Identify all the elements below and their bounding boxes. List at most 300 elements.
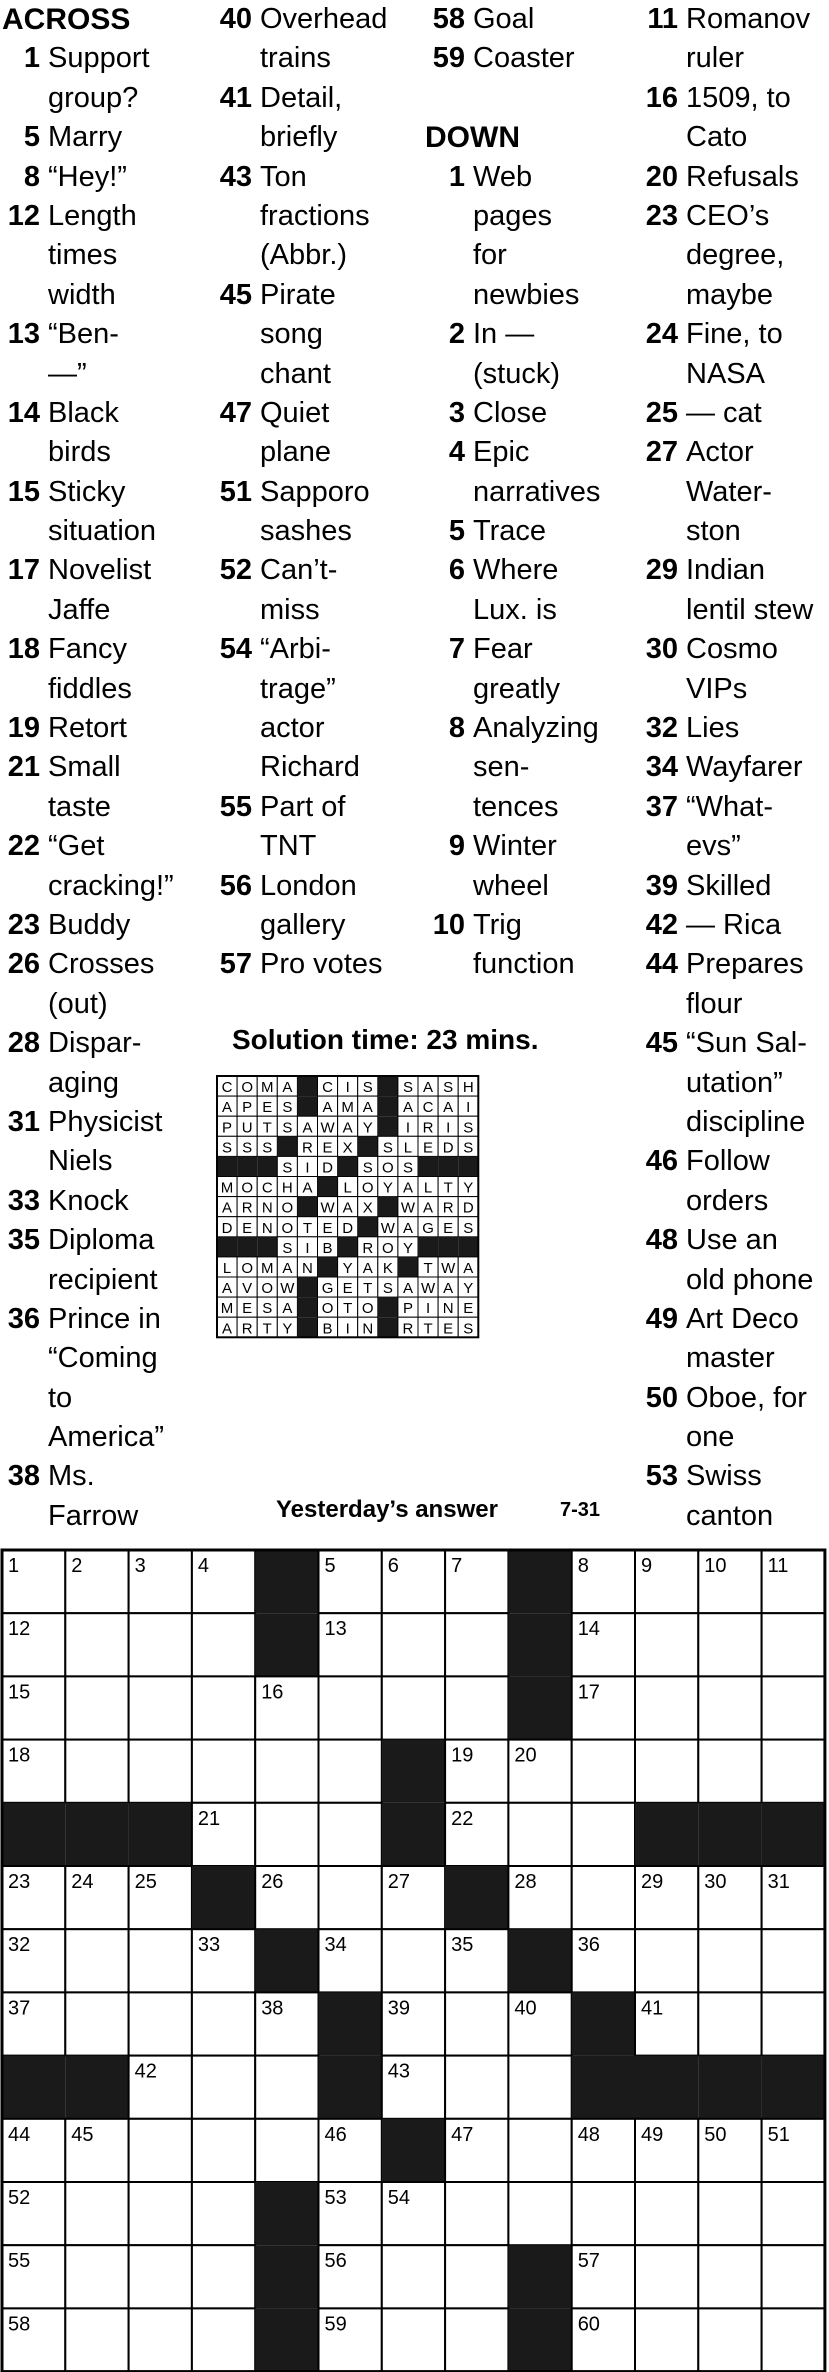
clue-start xyxy=(2,748,207,787)
grid-cell[interactable] xyxy=(129,2119,192,2182)
grid-cell[interactable] xyxy=(129,1929,192,1992)
grid-cell[interactable] xyxy=(762,2182,825,2245)
clue-continuation xyxy=(2,355,207,394)
clue-number: 52 xyxy=(219,554,252,587)
mini-black-cell xyxy=(458,1237,478,1257)
grid-cell[interactable] xyxy=(192,1676,255,1739)
mini-letter: A xyxy=(362,1099,373,1117)
clue-number: 19 xyxy=(7,712,40,745)
clue-number: 23 xyxy=(7,908,40,941)
clue-continuation xyxy=(2,788,207,827)
cell-number: 9 xyxy=(641,1555,653,1577)
cell-number: 1 xyxy=(8,1555,20,1577)
grid-cell[interactable] xyxy=(192,1740,255,1803)
grid-cell[interactable] xyxy=(635,2245,698,2308)
clue-start xyxy=(2,394,207,433)
clue-text: Fine, to xyxy=(686,318,783,351)
clue-text: situation xyxy=(48,515,157,548)
mini-letter: T xyxy=(262,1119,272,1137)
grid-cell[interactable] xyxy=(572,2182,635,2245)
clue-text: Farrow xyxy=(48,1499,139,1532)
mini-letter: R xyxy=(442,1199,454,1217)
mini-letter: X xyxy=(342,1139,353,1157)
clue-continuation xyxy=(638,1182,829,1221)
crossword-grid[interactable] xyxy=(0,1548,829,2372)
clue-number: 50 xyxy=(645,1381,678,1414)
grid-cell[interactable] xyxy=(445,1613,508,1676)
section-header: DOWN xyxy=(425,121,520,155)
mini-letter: N xyxy=(261,1199,273,1217)
black-square xyxy=(65,1803,128,1866)
clue-start xyxy=(638,867,829,906)
cell-number: 49 xyxy=(641,2123,664,2146)
clue-text: taste xyxy=(48,790,111,823)
black-square xyxy=(65,2056,128,2119)
mini-letter: S xyxy=(362,1079,373,1097)
clue-text: Part of xyxy=(260,790,346,823)
cell-number: 36 xyxy=(577,1934,600,1957)
clue-text: Analyzing xyxy=(473,712,599,745)
clue-text: NASA xyxy=(686,357,765,390)
black-square xyxy=(508,1550,571,1613)
cell-number: 16 xyxy=(261,1681,284,1704)
clue-text: Small xyxy=(48,751,121,784)
cell-number: 30 xyxy=(704,1871,727,1893)
clue-continuation xyxy=(2,591,207,630)
grid-cell[interactable] xyxy=(635,1929,698,1992)
grid-cell[interactable] xyxy=(65,2308,128,2371)
clue-text: Actor xyxy=(686,436,754,469)
clue-text: 1509, to xyxy=(686,81,791,114)
grid-cell[interactable] xyxy=(698,1740,761,1803)
cell-number: 42 xyxy=(134,2060,157,2083)
clue-text: fractions xyxy=(260,199,370,232)
mini-black-cell xyxy=(297,1277,317,1297)
grid-cell[interactable] xyxy=(255,1740,318,1803)
grid-cell[interactable] xyxy=(129,1992,192,2055)
clue-column-3 xyxy=(425,0,640,985)
cell-number: 56 xyxy=(324,2250,347,2273)
grid-cell[interactable] xyxy=(698,1929,761,1992)
clue-continuation xyxy=(638,827,829,866)
grid-cell[interactable] xyxy=(319,1866,382,1929)
clue-number: 30 xyxy=(645,633,678,666)
cell-number: 7 xyxy=(451,1555,463,1577)
mini-letter: T xyxy=(423,1320,433,1338)
clue-continuation xyxy=(2,1379,207,1418)
clue-continuation xyxy=(212,39,422,78)
cell-number: 14 xyxy=(577,1618,600,1641)
grid-cell[interactable] xyxy=(445,1676,508,1739)
mini-black-cell xyxy=(378,1317,398,1337)
mini-letter: O xyxy=(241,1079,253,1097)
grid-cell[interactable] xyxy=(762,1740,825,1803)
clue-number: 15 xyxy=(7,475,40,508)
clue-start xyxy=(425,39,640,78)
clue-number: 57 xyxy=(219,948,252,981)
clue-text: for xyxy=(473,239,507,272)
clue-text: Buddy xyxy=(48,908,131,941)
mini-letter: C xyxy=(261,1179,273,1197)
mini-letter: T xyxy=(443,1179,453,1197)
grid-cell[interactable] xyxy=(698,2308,761,2371)
grid-cell[interactable] xyxy=(319,1676,382,1739)
clue-text: Can’t- xyxy=(260,554,338,587)
clue-continuation xyxy=(638,591,829,630)
mini-letter: I xyxy=(345,1079,350,1097)
mini-letter: H xyxy=(462,1079,474,1097)
grid-cell[interactable] xyxy=(445,2056,508,2119)
grid-cell[interactable] xyxy=(192,2182,255,2245)
grid-cell[interactable] xyxy=(129,2182,192,2245)
grid-cell[interactable] xyxy=(508,2056,571,2119)
mini-letter: N xyxy=(442,1300,454,1318)
mini-letter: A xyxy=(423,1199,434,1217)
cell-number: 15 xyxy=(8,1681,31,1704)
clue-number: 29 xyxy=(645,554,678,587)
grid-cell[interactable] xyxy=(129,1676,192,1739)
clue-text: TNT xyxy=(260,830,317,863)
black-square xyxy=(255,2245,318,2308)
grid-cell[interactable] xyxy=(635,1613,698,1676)
grid-cell[interactable] xyxy=(129,1740,192,1803)
clue-start xyxy=(2,630,207,669)
mini-black-cell xyxy=(438,1237,458,1257)
clue-number: 8 xyxy=(448,712,465,745)
black-square xyxy=(255,2308,318,2371)
mini-letter: S xyxy=(282,1099,293,1117)
grid-cell[interactable] xyxy=(508,1803,571,1866)
grid-cell[interactable] xyxy=(319,1803,382,1866)
cell-number: 31 xyxy=(767,1871,790,1893)
clue-continuation xyxy=(2,1261,207,1300)
clue-text: Diploma xyxy=(48,1224,155,1257)
clue-text: America” xyxy=(48,1421,165,1454)
mini-black-cell xyxy=(378,1076,398,1096)
mini-letter: O xyxy=(281,1219,294,1237)
mini-black-cell xyxy=(217,1237,237,1257)
mini-black-cell xyxy=(418,1156,438,1176)
mini-letter: O xyxy=(281,1199,294,1217)
clue-text: discipline xyxy=(686,1105,806,1138)
clue-text: Coaster xyxy=(473,42,575,75)
clue-text: — cat xyxy=(686,396,762,429)
clue-text: Lies xyxy=(686,712,740,745)
clue-start xyxy=(2,39,207,78)
grid-cell[interactable] xyxy=(698,1613,761,1676)
clue-number: 59 xyxy=(432,42,465,75)
grid-cell[interactable] xyxy=(192,2056,255,2119)
grid-cell[interactable] xyxy=(508,2119,571,2182)
mini-letter: M xyxy=(220,1179,234,1197)
cell-number: 39 xyxy=(387,1997,411,2020)
grid-cell[interactable] xyxy=(445,2245,508,2308)
mini-black-cell xyxy=(338,1237,358,1257)
grid-cell[interactable] xyxy=(65,1992,128,2055)
black-square xyxy=(192,1866,255,1929)
mini-letter: S xyxy=(463,1320,474,1338)
grid-cell[interactable] xyxy=(129,2308,192,2371)
mini-black-cell xyxy=(257,1237,277,1257)
clue-text: Skilled xyxy=(686,869,772,902)
clue-start xyxy=(638,315,829,354)
mini-letter: N xyxy=(302,1259,313,1277)
cell-number: 41 xyxy=(641,1997,664,2020)
grid-cell[interactable] xyxy=(572,1803,635,1866)
grid-cell[interactable] xyxy=(762,2245,825,2308)
clue-text: Detail, xyxy=(260,81,343,114)
grid-cell[interactable] xyxy=(382,1676,445,1739)
clue-number: 36 xyxy=(7,1302,40,1335)
clue-text: cracking!” xyxy=(48,869,174,902)
cell-number: 38 xyxy=(261,1997,284,2020)
clue-number: 7 xyxy=(448,633,465,666)
mini-letter: K xyxy=(382,1259,393,1277)
clue-number: 49 xyxy=(645,1302,678,1335)
black-square xyxy=(635,2056,698,2119)
mini-letter: W xyxy=(320,1119,335,1137)
clue-start xyxy=(212,0,422,39)
grid-cell[interactable] xyxy=(65,2182,128,2245)
clue-start xyxy=(2,1024,207,1063)
clue-start xyxy=(638,1142,829,1181)
cell-number: 35 xyxy=(451,1934,474,1957)
mini-letter: I xyxy=(405,1119,411,1137)
grid-cell[interactable] xyxy=(445,2308,508,2371)
mini-letter: S xyxy=(382,1139,393,1157)
clue-text: greatly xyxy=(473,672,561,705)
clue-text: to xyxy=(48,1381,73,1414)
clue-text: degree, xyxy=(686,239,785,272)
mini-letter: S xyxy=(282,1159,293,1177)
grid-cell[interactable] xyxy=(255,2056,318,2119)
mini-letter: A xyxy=(302,1179,313,1197)
mini-letter: S xyxy=(443,1079,454,1097)
grid-cell[interactable] xyxy=(698,2245,761,2308)
clue-continuation xyxy=(2,79,207,118)
mini-letter: W xyxy=(400,1199,416,1217)
grid-cell[interactable] xyxy=(635,2308,698,2371)
cell-number: 6 xyxy=(387,1555,399,1577)
mini-black-cell xyxy=(318,1177,338,1197)
clue-number: 48 xyxy=(645,1224,678,1257)
clue-number: 44 xyxy=(645,948,678,981)
mini-black-cell xyxy=(358,1217,378,1237)
cell-number: 11 xyxy=(767,1555,789,1577)
grid-cell[interactable] xyxy=(382,1929,445,1992)
grid-cell[interactable] xyxy=(698,2182,761,2245)
grid-cell[interactable] xyxy=(445,2182,508,2245)
clue-text: master xyxy=(686,1342,775,1375)
clue-text: Physicist xyxy=(48,1105,163,1138)
mini-letter: H xyxy=(281,1179,293,1197)
clue-text: Quiet xyxy=(260,396,330,429)
mini-letter: Y xyxy=(463,1280,474,1298)
mini-letter: R xyxy=(241,1320,253,1338)
cell-number: 13 xyxy=(324,1618,347,1641)
clue-number: 55 xyxy=(219,790,252,823)
clue-text: Overhead xyxy=(260,3,388,35)
clue-continuation xyxy=(638,985,829,1024)
black-square xyxy=(508,1929,571,1992)
clue-text: Niels xyxy=(48,1145,113,1178)
cell-number: 52 xyxy=(8,2187,31,2209)
clue-text: old phone xyxy=(686,1263,814,1296)
mini-letter: E xyxy=(463,1300,474,1318)
black-square xyxy=(572,2056,635,2119)
clue-text: lentil stew xyxy=(686,593,814,626)
cell-number: 24 xyxy=(71,1871,94,1893)
mini-letter: T xyxy=(343,1300,353,1318)
grid-cell[interactable] xyxy=(129,2245,192,2308)
clue-column-2 xyxy=(212,0,422,985)
cell-number: 58 xyxy=(8,2313,31,2336)
clue-text: Ms. xyxy=(48,1460,95,1493)
cell-number: 46 xyxy=(324,2123,347,2146)
mini-letter: M xyxy=(261,1259,274,1277)
clue-number: 17 xyxy=(7,554,40,587)
cell-number: 5 xyxy=(324,1555,336,1577)
grid-cell[interactable] xyxy=(255,2119,318,2182)
cell-number: 17 xyxy=(577,1681,600,1704)
grid-cell[interactable] xyxy=(762,1676,825,1739)
grid-cell[interactable] xyxy=(635,1740,698,1803)
mini-letter: U xyxy=(241,1119,253,1137)
grid-cell[interactable] xyxy=(382,2308,445,2371)
grid-cell[interactable] xyxy=(382,2245,445,2308)
clue-text: (out) xyxy=(48,987,108,1020)
clue-text: Black xyxy=(48,396,119,429)
grid-cell[interactable] xyxy=(508,2182,571,2245)
clue-start xyxy=(425,158,640,197)
grid-cell[interactable] xyxy=(698,1676,761,1739)
grid-cell[interactable] xyxy=(65,1613,128,1676)
mini-letter: B xyxy=(322,1320,333,1338)
clue-text: sen- xyxy=(473,751,530,784)
grid-cell[interactable] xyxy=(445,1992,508,2055)
mini-black-cell xyxy=(378,1096,398,1116)
clue-continuation xyxy=(425,867,640,906)
clue-continuation xyxy=(2,1064,207,1103)
grid-cell[interactable] xyxy=(192,1992,255,2055)
clue-number: 51 xyxy=(219,475,252,508)
mini-letter: A xyxy=(222,1280,233,1298)
clue-text: function xyxy=(473,948,575,981)
clue-number: 33 xyxy=(7,1184,40,1217)
clue-text: Where xyxy=(473,554,559,587)
grid-cell[interactable] xyxy=(762,1992,825,2055)
clue-continuation xyxy=(638,276,829,315)
black-square xyxy=(382,2119,445,2182)
grid-cell[interactable] xyxy=(192,2119,255,2182)
cell-number: 51 xyxy=(767,2123,790,2146)
clue-start xyxy=(425,906,640,945)
grid-cell[interactable] xyxy=(382,1613,445,1676)
clue-start xyxy=(638,1024,829,1063)
cell-number: 4 xyxy=(197,1555,210,1577)
grid-cell[interactable] xyxy=(192,1613,255,1676)
black-square xyxy=(508,2308,571,2371)
grid-cell[interactable] xyxy=(762,1929,825,1992)
clue-number: 5 xyxy=(23,121,40,154)
mini-letter: Y xyxy=(463,1179,474,1197)
clue-number: 46 xyxy=(645,1145,678,1178)
clue-text: VIPs xyxy=(686,672,748,705)
mini-letter: E xyxy=(342,1280,353,1298)
grid-cell[interactable] xyxy=(65,2245,128,2308)
mini-letter: A xyxy=(362,1259,373,1277)
grid-cell[interactable] xyxy=(635,1676,698,1739)
clue-start xyxy=(638,748,829,787)
clue-start xyxy=(425,709,640,748)
clue-continuation xyxy=(2,1418,207,1457)
clue-continuation xyxy=(2,512,207,551)
cell-number: 22 xyxy=(451,1807,474,1830)
grid-cell[interactable] xyxy=(65,1676,128,1739)
clue-continuation xyxy=(2,670,207,709)
clue-continuation xyxy=(212,197,422,236)
cell-number: 45 xyxy=(71,2123,94,2146)
grid-cell[interactable] xyxy=(192,2308,255,2371)
clue-continuation xyxy=(2,433,207,472)
mini-letter: W xyxy=(441,1259,456,1277)
clue-text: “Sun Sal- xyxy=(686,1027,807,1060)
clue-start xyxy=(2,1221,207,1260)
cell-number: 40 xyxy=(514,1997,537,2020)
cell-number: 26 xyxy=(261,1871,284,1893)
clue-text: Ton xyxy=(260,160,307,193)
clue-text: Indian xyxy=(686,554,766,587)
grid-cell[interactable] xyxy=(762,2308,825,2371)
clue-column-4 xyxy=(638,0,829,1536)
grid-cell[interactable] xyxy=(762,1613,825,1676)
clue-text: “What- xyxy=(686,790,773,823)
cell-number: 43 xyxy=(387,2060,411,2083)
clue-text: “Hey!” xyxy=(48,160,127,193)
mini-black-cell xyxy=(378,1116,398,1136)
grid-cell[interactable] xyxy=(255,1803,318,1866)
clue-text: newbies xyxy=(473,278,580,311)
mini-letter: R xyxy=(422,1119,434,1137)
clue-text: flour xyxy=(686,987,743,1020)
mini-letter: S xyxy=(463,1139,474,1157)
grid-cell[interactable] xyxy=(129,1613,192,1676)
grid-cell[interactable] xyxy=(192,2245,255,2308)
grid-cell[interactable] xyxy=(635,2182,698,2245)
clue-start xyxy=(425,433,640,472)
mini-letter: A xyxy=(222,1320,233,1338)
grid-cell[interactable] xyxy=(698,1992,761,2055)
cell-number: 54 xyxy=(387,2187,411,2209)
mini-letter: A xyxy=(402,1099,413,1117)
mini-letter: C xyxy=(422,1099,434,1117)
grid-cell[interactable] xyxy=(572,1866,635,1929)
clue-text: Follow xyxy=(686,1145,770,1178)
grid-cell[interactable] xyxy=(572,1740,635,1803)
mini-letter: L xyxy=(423,1179,433,1197)
grid-cell[interactable] xyxy=(319,1740,382,1803)
clue-number: 45 xyxy=(645,1027,678,1060)
clue-text: briefly xyxy=(260,121,338,154)
grid-cell[interactable] xyxy=(65,1740,128,1803)
clue-number: 1 xyxy=(23,42,40,75)
black-square xyxy=(382,1803,445,1866)
mini-black-cell xyxy=(297,1096,317,1116)
clue-continuation xyxy=(638,473,829,512)
mini-letter: S xyxy=(262,1300,273,1318)
grid-cell[interactable] xyxy=(65,1929,128,1992)
cell-number: 57 xyxy=(577,2250,600,2273)
